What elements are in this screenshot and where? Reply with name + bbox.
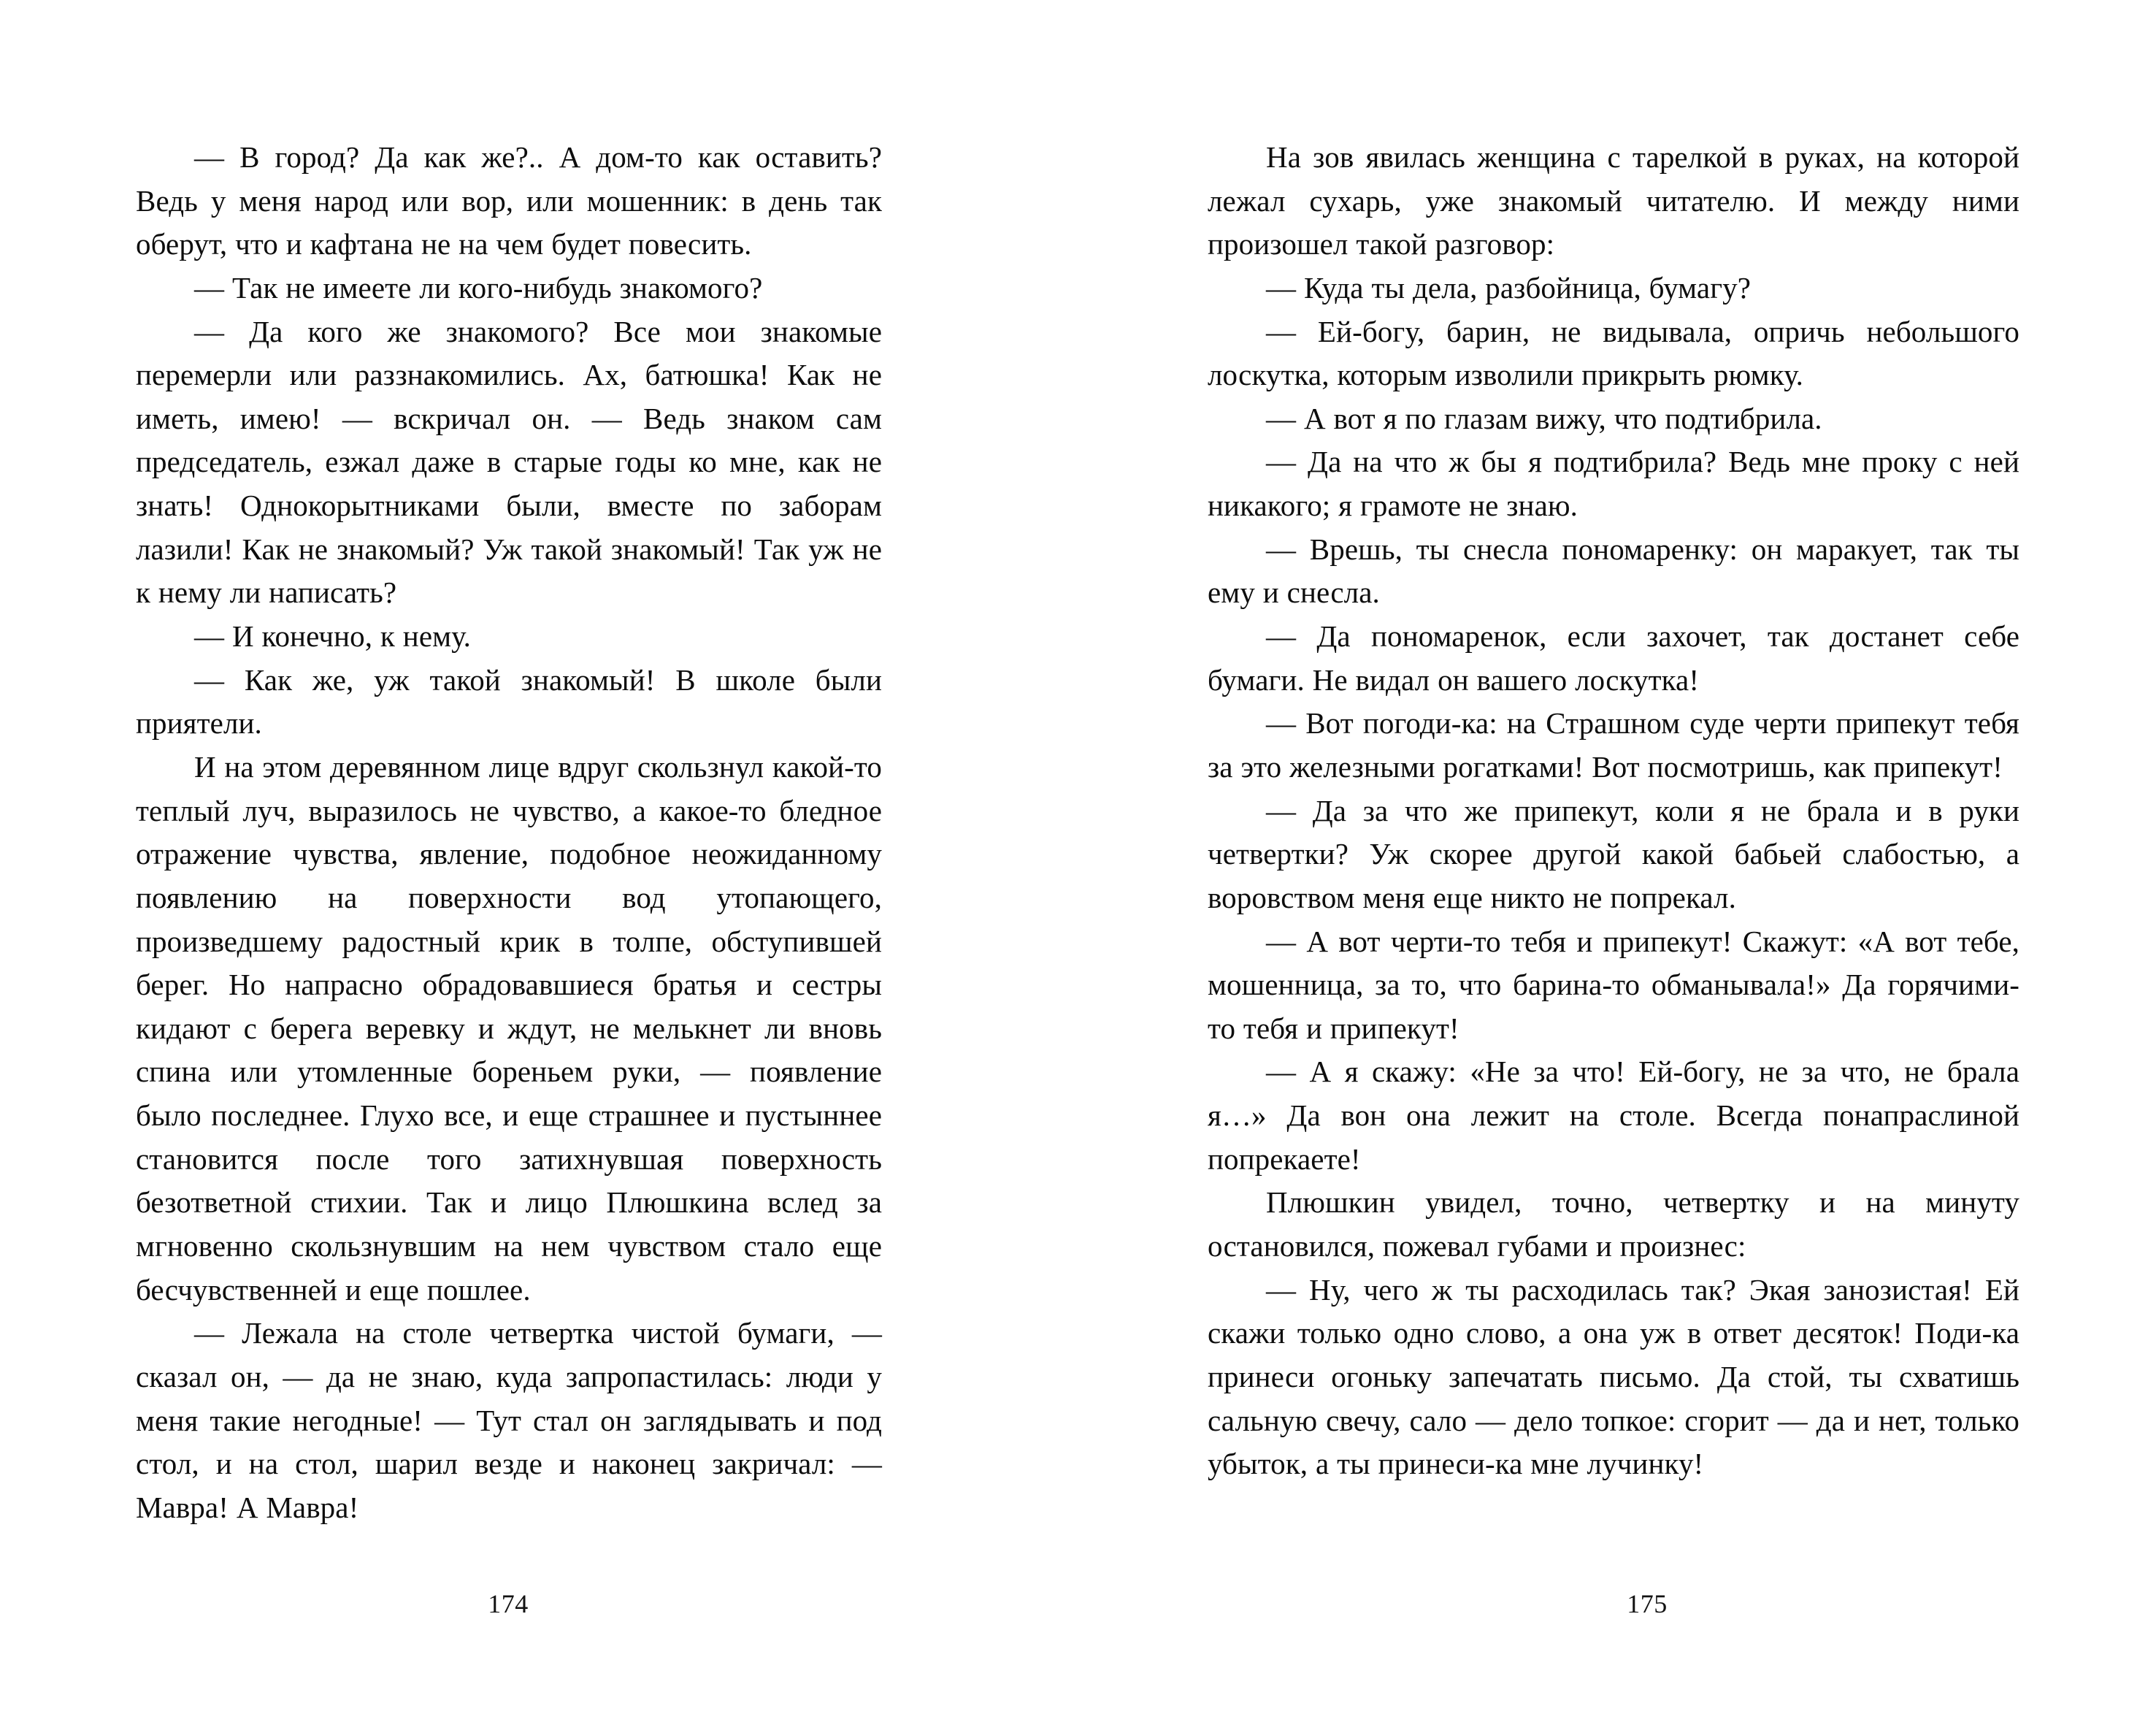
paragraph: — А я скажу: «Не за что! Ей-богу, не за что, не брала я…» Да вон она лежит на столе. Всегда понапраслиной попрекаете! [1208, 1055, 2019, 1176]
paragraph: — Куда ты дела, разбойница, бумагу? [1266, 270, 1752, 305]
paragraph: — Да пономаренок, если захочет, так достанет себе бумаги. Не видал он вашего лоскутка! [1208, 619, 2019, 697]
paragraph: — Врешь, ты снесла пономаренку: он маракует, так ты ему и снесла. [1208, 532, 2019, 610]
paragraph: И на этом деревянном лице вдруг скользнул какой-то теплый луч, выразилось не чувство, а какое-то бледное отражение чувства, явление, подобное неожиданному появлению на поверхности вод утопающего, произведшему радостный крик в толпе, обступившей берег. Но напрасно обрадовавшиеся братья и сестры кидают с берега веревку и ждут, не мелькнет ли вновь спина или утомленные бореньем руки, — появление было последнее. Глухо все, и еще страшнее и пустыннее становится после того затихнувшая поверхность безответной стихии. Так и лицо Плюшкина вслед за мгновенно скользнувшим на нем чувством стало еще бесчувственней и еще пошлее. [136, 749, 882, 1307]
page-right-textblock [1208, 136, 2019, 1486]
paragraph: — А вот черти-то тебя и припекут! Скажут: «А вот тебе, мошенница, за то, что барина-то обманывала!» Да горячими-то тебя и припекут! [1208, 924, 2019, 1045]
paragraph: — Да на что ж бы я подтибрила? Ведь мне проку с ней никакого; я грамоте не знаю. [1208, 445, 2019, 523]
paragraph: — Лежала на столе четвертка чистой бумаги, — сказал он, — да не знаю, куда запропастилась: люди у меня такие негодные! — Тут стал он заглядывать и под стол, и на стол, шарил везде и наконец закричал: — Мавра! А Мавра! [136, 1316, 882, 1524]
page-number-left: 174 [488, 1589, 529, 1618]
paragraph: — Да за что же припекут, коли я не брала и в руки четвертки? Уж скорее другой какой бабьей слабостью, а воровством меня еще никто не попрекал. [1208, 793, 2019, 914]
paragraph: Плюшкин увидел, точно, четвертку и на минуту остановился, пожевал губами и произнес: [1208, 1185, 2019, 1263]
paragraph: — А вот я по глазам вижу, что подтибрила. [1266, 401, 1822, 435]
page-left-textblock [136, 136, 882, 1530]
paragraph: — Так не имеете ли кого-нибудь знакомого? [194, 270, 763, 305]
paragraph: — В город? Да как же?.. А дом-то как оставить? Ведь у меня народ или вор, или мошенник: в день так оберут, что и кафтана не на чем будет повесить. [136, 140, 882, 261]
paragraph: — Ей-богу, барин, не видывала, опричь небольшого лоскутка, которым изволили прикрыть рюмку. [1208, 314, 2019, 392]
paragraph: На зов явилась женщина с тарелкой в руках, на которой лежал сухарь, уже знакомый читателю. И между ними произошел такой разговор: [1208, 140, 2019, 261]
paragraph: — Вот погоди-ка: на Страшном суде черти припекут тебя за это железными рогатками! Вот посмотришь, как припекут! [1208, 706, 2019, 784]
page-number-right: 175 [1627, 1589, 1668, 1618]
paragraph: — И конечно, к нему. [194, 619, 472, 654]
paragraph: — Как же, уж такой знакомый! В школе были приятели. [136, 662, 882, 741]
paragraph: — Ну, чего ж ты расходилась так? Экая занозистая! Ей скажи только одно слово, а она уж в ответ десяток! Поди-ка принеси огоньку запечатать письмо. Да стой, ты схватишь сальную свечу, сало — дело топкое: сгорит — да и нет, только убыток, а ты принеси-ка мне лучинку! [1208, 1272, 2019, 1481]
page-right [1078, 0, 2155, 1725]
paragraph: — Да кого же знакомого? Все мои знакомые перемерли или раззнакомились. Ах, батюшка! Как не иметь, имею! — вскричал он. — Ведь знаком сам председатель, езжал даже в старые годы ко мне, как не знать! Однокорытниками были, вместе по заборам лазили! Как не знакомый? Уж такой знакомый! Так уж не к нему ли написать? [136, 314, 882, 610]
